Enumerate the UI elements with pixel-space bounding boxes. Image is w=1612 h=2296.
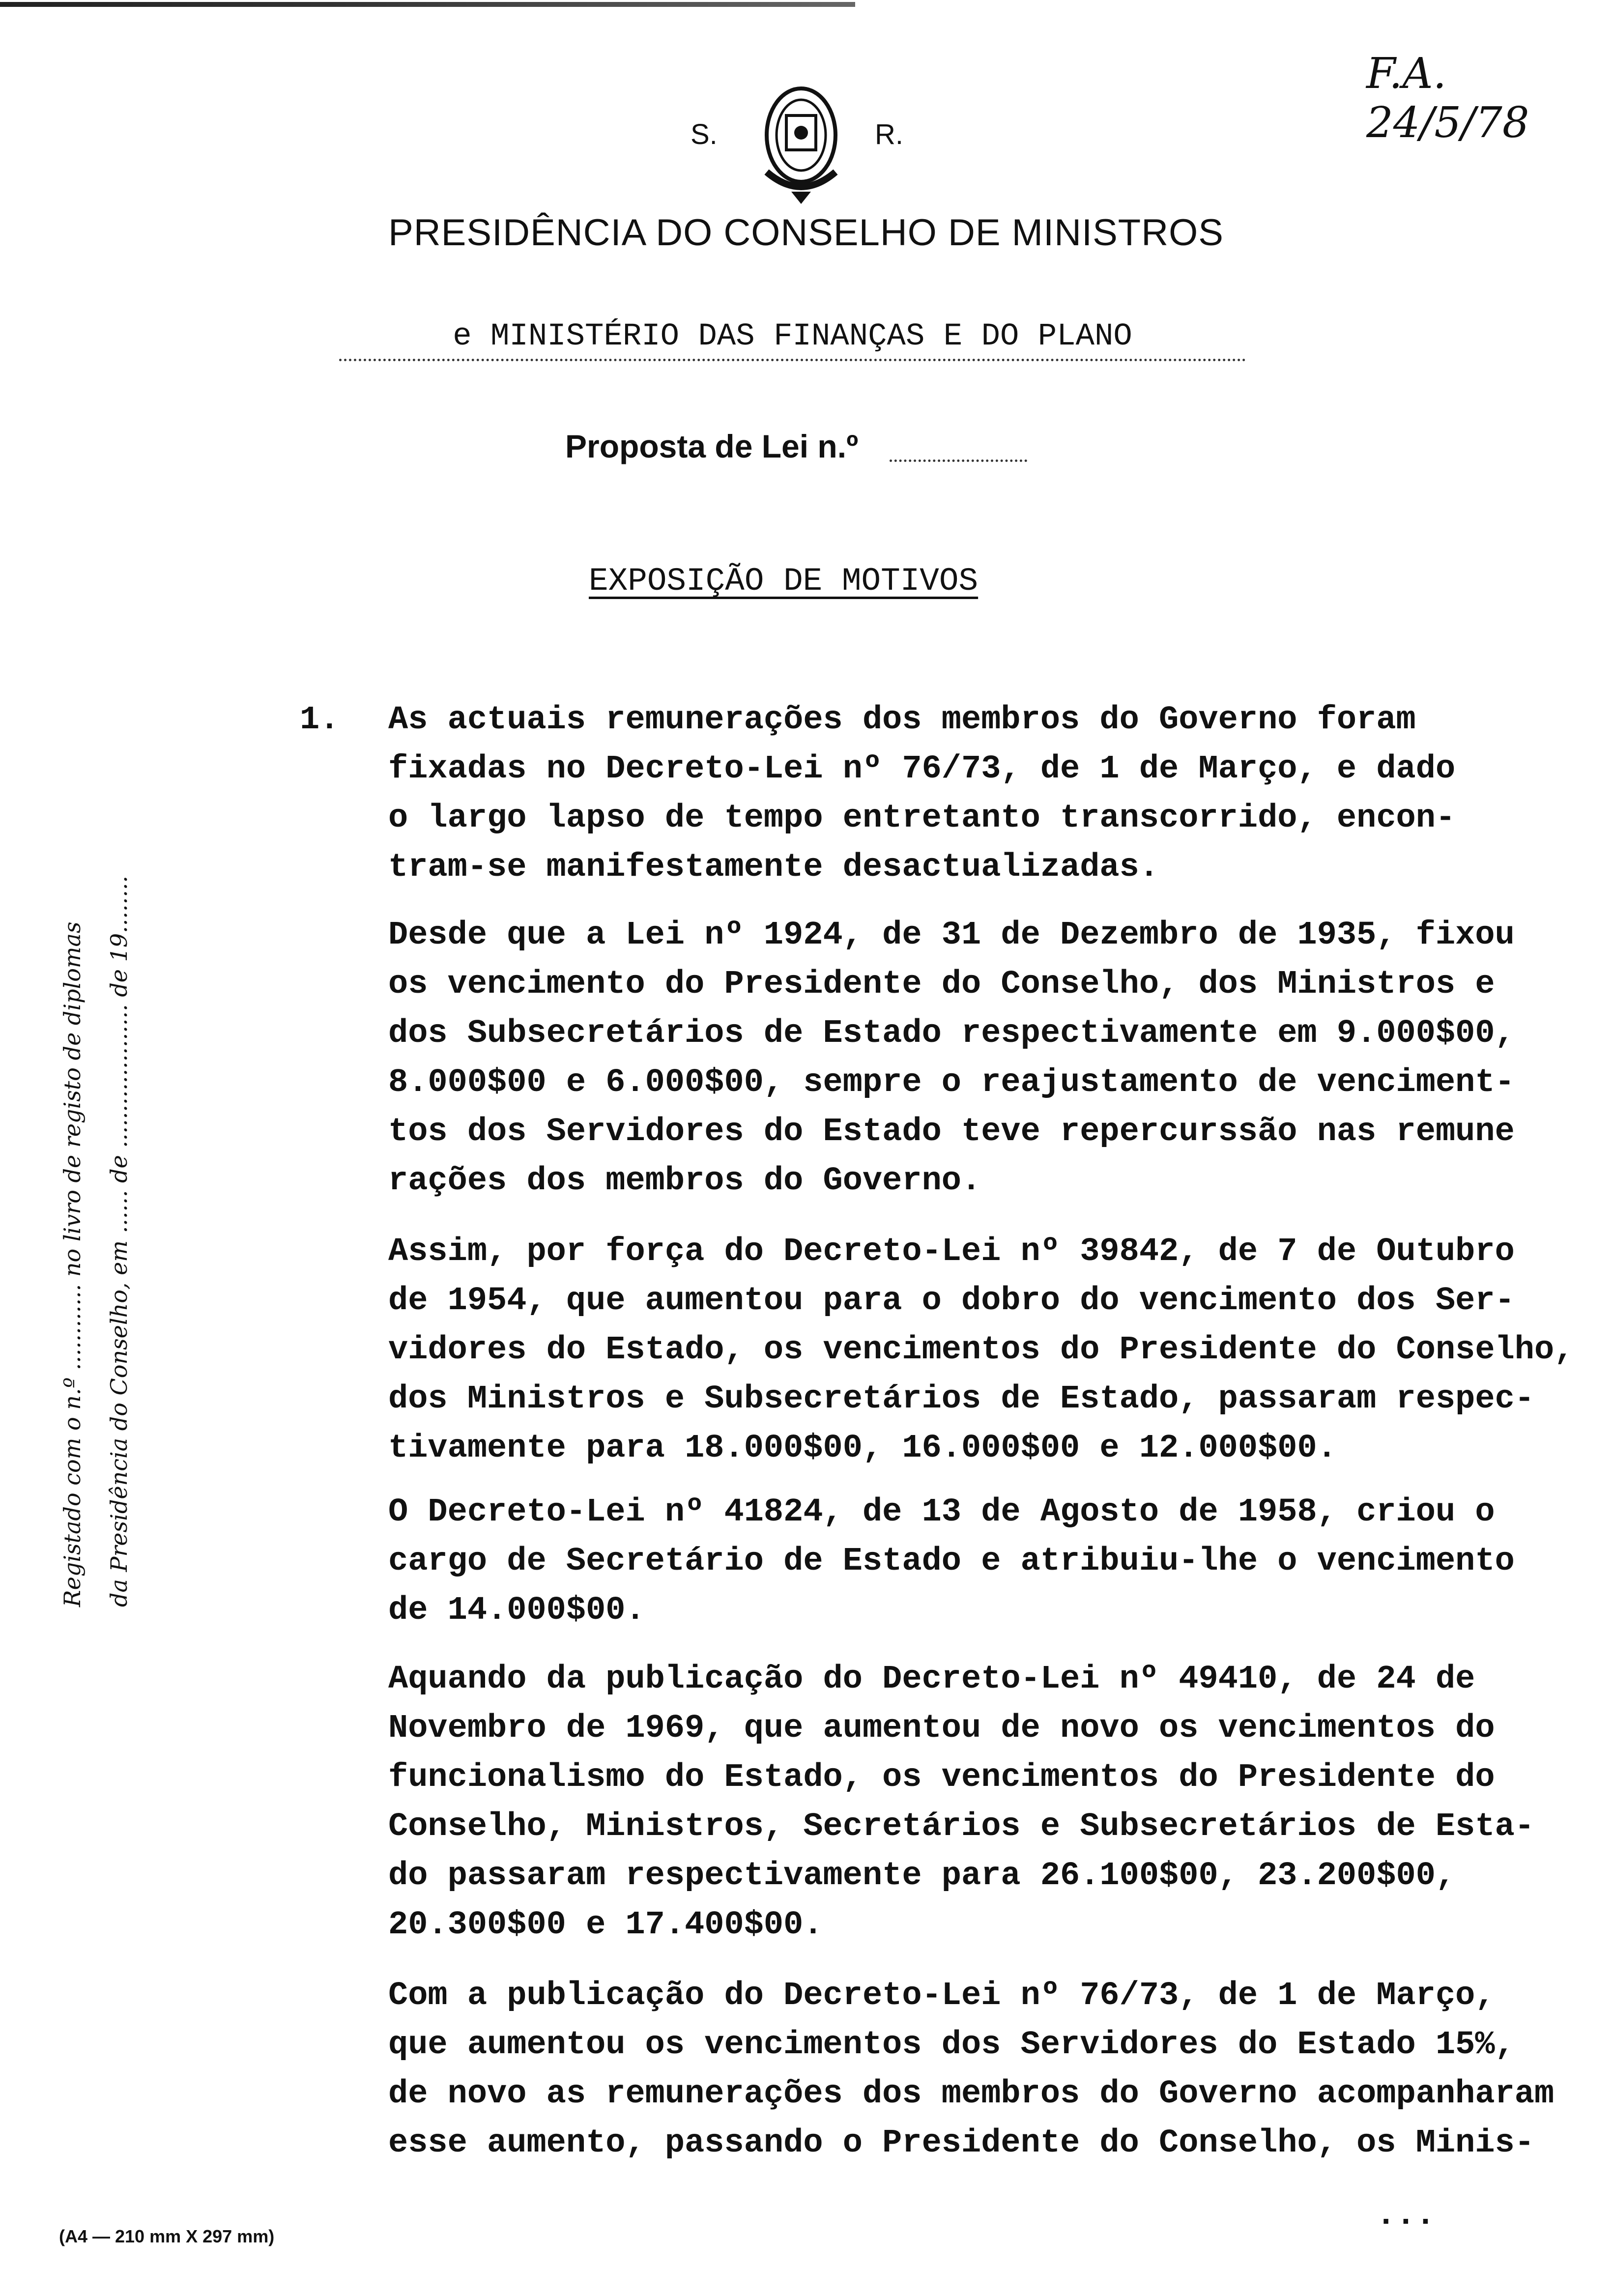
paragraph-6 — [388, 1971, 1587, 2168]
text-line: cargo de Secretário de Estado e atribuiu-lhe o vencimento — [388, 1543, 1515, 1580]
text-line: de novo as remunerações dos membros do Governo acompanharam — [388, 2075, 1554, 2113]
text-line: Com a publicação do Decreto-Lei nº 76/73, de 1 de Março, — [388, 1977, 1495, 2014]
text-line: os vencimento do Presidente do Conselho, dos Ministros e — [388, 966, 1495, 1003]
proposal-number-blank — [890, 459, 1027, 462]
continuation-marker: ... — [1376, 2197, 1436, 2234]
text-line: fixadas no Decreto-Lei nº 76/73, de 1 de Março, e dado — [388, 750, 1456, 788]
section-title: EXPOSIÇÃO DE MOTIVOS — [589, 563, 979, 600]
paragraph-1 — [388, 695, 1587, 892]
text-line: 8.000$00 e 6.000$00, sempre o reajustamento de venciment- — [388, 1064, 1515, 1101]
scan-artifact-line — [0, 2, 855, 7]
text-line: dos Subsecretários de Estado respectivamente em 9.000$00, — [388, 1015, 1515, 1052]
s-label: S. — [691, 118, 718, 150]
text-line: Desde que a Lei nº 1924, de 31 de Dezembro de 1935, fixou — [388, 917, 1515, 954]
organization-heading: PRESIDÊNCIA DO CONSELHO DE MINISTROS — [388, 212, 1224, 254]
text-line: rações dos membros do Governo. — [388, 1162, 981, 1200]
paragraph-5 — [388, 1655, 1587, 1950]
text-line: tram-se manifestamente desactualizadas. — [388, 849, 1159, 886]
text-line: dos Ministros e Subsecretários de Estado, passaram respec- — [388, 1380, 1534, 1418]
text-line: Conselho, Ministros, Secretários e Subsecretários de Esta- — [388, 1808, 1534, 1845]
text-line: do passaram respectivamente para 26.100$00, 23.200$00, — [388, 1857, 1456, 1894]
text-line: O Decreto-Lei nº 41824, de 13 de Agosto de 1958, criou o — [388, 1493, 1495, 1531]
text-line: 20.300$00 e 17.400$00. — [388, 1906, 823, 1944]
text-line: tos dos Servidores do Estado teve repercurssão nas remune — [388, 1113, 1515, 1150]
text-line: Aquando da publicação do Decreto-Lei nº 49410, de 24 de — [388, 1661, 1475, 1698]
text-line: Novembro de 1969, que aumentou de novo os vencimentos do — [388, 1710, 1495, 1747]
text-line: de 1954, que aumentou para o dobro do vencimento dos Ser- — [388, 1282, 1515, 1320]
text-line: o largo lapso de tempo entretanto transcorrido, encon- — [388, 800, 1456, 837]
coat-of-arms-seal-icon — [747, 79, 855, 206]
text-line: funcionalismo do Estado, os vencimentos do Presidente do — [388, 1759, 1495, 1796]
margin-registration-line-1: Registado com o n.º ............ no livro de registo de diplomas — [59, 921, 86, 1607]
item-number: 1. — [300, 701, 340, 739]
paragraph-4 — [388, 1488, 1587, 1635]
r-label: R. — [875, 118, 903, 150]
text-line: esse aumento, passando o Presidente do Conselho, os Minis- — [388, 2124, 1534, 2162]
paragraph-3 — [388, 1227, 1587, 1473]
text-line: que aumentou os vencimentos dos Servidores do Estado 15%, — [388, 2026, 1515, 2064]
text-line: Assim, por força do Decreto-Lei nº 39842, de 7 de Outubro — [388, 1233, 1515, 1270]
text-line: tivamente para 18.000$00, 16.000$00 e 12.000$00. — [388, 1430, 1337, 1467]
proposal-label: Proposta de Lei n.º — [565, 428, 859, 464]
paragraph-2 — [388, 911, 1587, 1205]
ministry-line: e MINISTÉRIO DAS FINANÇAS E DO PLANO — [339, 315, 1246, 361]
handwritten-note: F.A. 24/5/78 — [1366, 49, 1529, 147]
paper-size-note: (A4 — 210 mm X 297 mm) — [59, 2226, 275, 2246]
text-line: vidores do Estado, os vencimentos do Presidente do Conselho, — [388, 1331, 1574, 1369]
margin-registration-line-2: da Presidência do Conselho, em ...... de .................... de 19........ — [106, 875, 132, 1607]
text-line: de 14.000$00. — [388, 1592, 645, 1629]
text-line: As actuais remunerações dos membros do Governo foram — [388, 701, 1416, 739]
